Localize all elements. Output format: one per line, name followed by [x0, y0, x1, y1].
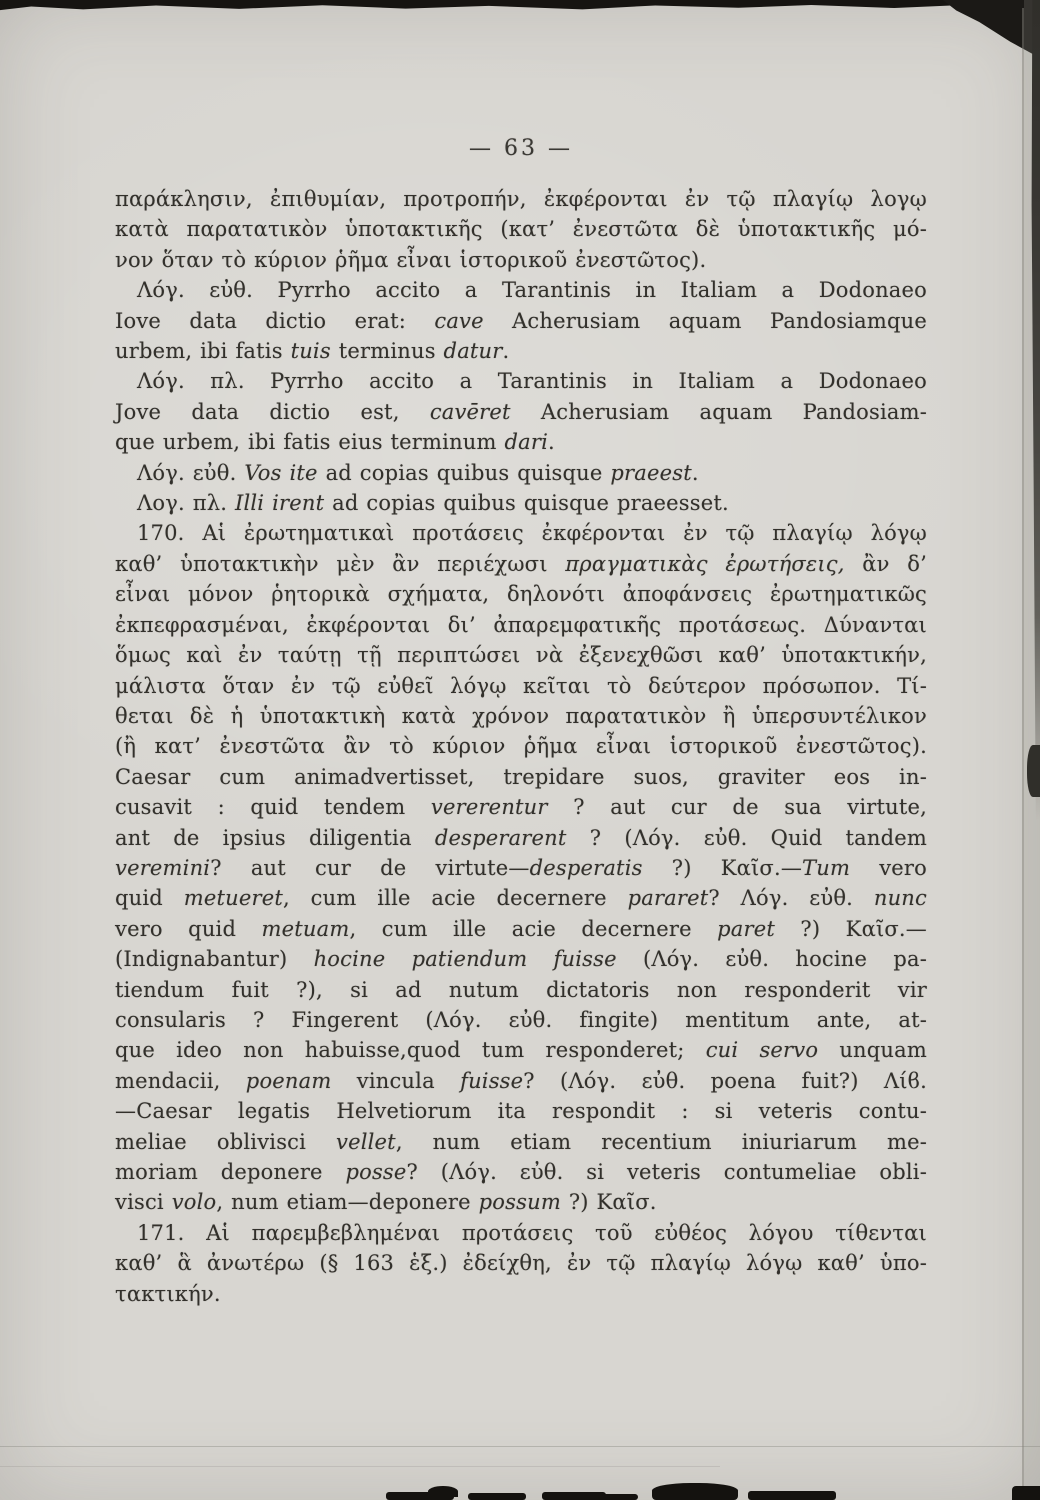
text-segment: (Λόγ. εὐθ. hocine pa-: [616, 947, 928, 972]
scan-artifact-bottom-edge: [428, 1486, 458, 1497]
text-segment: , cum ille acie decernere: [349, 916, 718, 941]
text-segment: —Caesar legatis Helvetiorum ita respondit : si veteris contu-: [115, 1099, 927, 1124]
paper-crease: [0, 1446, 1040, 1447]
text-line: [115, 458, 927, 488]
body-text: [115, 184, 927, 1309]
text-segment: Caesar cum animadvertisset, trepidare suos, graviter eos in-: [115, 764, 927, 789]
text-segment-italic: paret: [717, 916, 776, 941]
text-segment-italic: Illi irent: [234, 491, 325, 516]
text-line: [115, 184, 927, 214]
text-segment: Λογ. πλ.: [137, 491, 235, 516]
text-segment: Iove data dictio erat:: [115, 308, 435, 333]
text-segment: καθ’ ὑποτακτικὴν μὲν ἂν περιέχωσι: [115, 551, 566, 576]
text-line: [115, 1248, 927, 1278]
text-segment: 170. Αἱ ἐρωτηματικαὶ προτάσεις ἐκφέρονται ἐν τῷ πλαγίῳ λόγῳ: [137, 521, 927, 546]
text-line: [115, 488, 927, 518]
text-segment: ?) Καῖσ.—: [642, 855, 803, 880]
text-line: [115, 853, 927, 883]
text-segment: moriam deponere: [115, 1160, 346, 1184]
text-line: [115, 671, 927, 701]
text-line: [115, 549, 927, 579]
text-segment: ?) Καῖσ.—: [775, 916, 928, 941]
text-segment: Acherusiam aquam Pandosiamque: [483, 308, 927, 333]
text-segment: ἂν δ’: [844, 551, 927, 576]
text-segment: Acherusiam aquam Pandosiam-: [510, 399, 927, 424]
text-segment-italic: Tum: [802, 855, 851, 880]
text-segment: que ideo non habuisse,quod tum responderet;: [115, 1038, 706, 1063]
text-line: [115, 1157, 927, 1187]
text-segment: tiendum fuit ?), si ad nutum dictatoris non responderit vir: [115, 977, 927, 1002]
text-segment: mendacii,: [115, 1068, 246, 1093]
page-number: — 63 —: [469, 136, 573, 161]
text-line: [115, 245, 927, 275]
text-segment-italic: pararet: [627, 886, 709, 911]
text-line: [115, 610, 927, 640]
text-segment: terminus: [330, 339, 444, 364]
text-segment: Λόγ. πλ. Pyrrho accito a Tarantinis in Italiam a Dodonaeo: [137, 369, 927, 394]
text-segment-italic: πραγματικὰς ἐρωτήσεις,: [565, 551, 845, 576]
text-segment: ad copias quibus quisque: [317, 460, 611, 485]
text-segment-italic: vererentur: [430, 795, 548, 820]
text-segment: ? aut cur de virtute—: [210, 855, 530, 880]
text-segment: .: [691, 460, 699, 485]
text-segment: ? aut cur de sua virtute,: [547, 795, 927, 820]
text-segment: vero quid: [115, 916, 262, 941]
text-segment: , cum ille acie decernere: [282, 886, 628, 911]
text-segment: unquam: [818, 1038, 927, 1063]
text-segment: εἶναι μόνον ῥητορικὰ σχήματα, δηλονότι ἀποφάνσεις ἐρωτηματικῶς: [115, 582, 927, 607]
text-line: [115, 731, 927, 761]
text-segment-italic: cavēret: [429, 399, 511, 424]
text-segment: , num etiam recentium iniuriarum me-: [395, 1129, 927, 1154]
text-segment: vero: [850, 855, 928, 880]
text-segment: ?) Καῖσ.: [560, 1190, 657, 1215]
text-line: [115, 214, 927, 244]
text-segment: ? Λόγ. εὐθ.: [708, 886, 874, 911]
text-line: [115, 792, 927, 822]
text-segment: παράκλησιν, ἐπιθυμίαν, προτροπήν, ἐκφέρονται ἐν τῷ πλαγίῳ λογῳ: [115, 187, 927, 211]
scan-artifact-bottom-edge: [748, 1491, 836, 1500]
text-segment: ad copias quibus quisque praeesset.: [324, 491, 729, 516]
text-segment-italic: posse: [345, 1160, 407, 1184]
text-segment: .: [502, 339, 510, 364]
text-segment: κατὰ παρατατικὸν ὑποτακτικῆς (κατ’ ἐνεστῶτα δὲ ὑποτακτικῆς μό-: [115, 217, 927, 242]
text-segment: (Indignabantur): [115, 947, 314, 972]
text-segment: ὅμως καὶ ἐν ταύτῃ τῇ περιπτώσει νὰ ἐξενεχθῶσι καθ’ ὑποτακτικήν,: [115, 643, 927, 668]
text-segment: Λόγ. εὐθ. Pyrrho accito a Tarantinis in Italiam a Dodonaeo: [137, 278, 927, 303]
text-segment: ? (Λόγ. εὐθ. poena fuit?) Λίϐ.: [523, 1068, 927, 1093]
text-line: [115, 1218, 927, 1248]
text-segment-italic: metueret: [183, 886, 283, 911]
text-segment-italic: hocine patiendum fuisse: [313, 947, 617, 972]
text-segment: μάλιστα ὅταν ἐν τῷ εὐθεῖ λόγῳ κεῖται τὸ δεύτερον πρόσωπον. Τί-: [115, 673, 927, 698]
text-segment: consularis ? Fingerent (Λόγ. εὐθ. fingite) mentitum ante, at-: [115, 1007, 927, 1032]
scan-artifact-top-right-corner: [905, 0, 1040, 58]
text-segment: ? (Λόγ. εὐθ. Quid tandem: [566, 825, 927, 850]
paper-crease: [0, 1466, 720, 1467]
text-segment: quid: [115, 886, 184, 911]
text-segment: , num etiam—deponere: [216, 1190, 479, 1215]
text-segment: Λόγ. εὐθ.: [137, 460, 245, 485]
text-line: [115, 518, 927, 548]
text-line: [115, 762, 927, 792]
text-segment-italic: Vos ite: [244, 460, 318, 485]
text-line: [115, 883, 927, 913]
text-line: [115, 1096, 927, 1126]
text-segment: ἐκπεφρασμέναι, ἐκφέρονται δι’ ἀπαρεμφατικῆς προτάσεως. Δύνανται: [115, 612, 927, 637]
text-segment: que urbem, ibi fatis eius terminum: [115, 430, 505, 455]
text-segment: urbem, ibi fatis: [115, 339, 291, 364]
text-segment-italic: tuis: [290, 339, 331, 364]
text-line: [115, 640, 927, 670]
text-line: [115, 579, 927, 609]
text-segment: θεται δὲ ἡ ὑποτακτικὴ κατὰ χρόνον παρατατικὸν ἢ ὑπερσυντέλικον: [115, 703, 927, 728]
text-line: [115, 336, 927, 366]
text-segment-italic: metuam: [261, 916, 350, 941]
text-segment-italic: nunc: [873, 886, 927, 911]
text-segment-italic: praeest: [610, 460, 692, 485]
text-segment: visci: [115, 1190, 172, 1215]
text-line: [115, 823, 927, 853]
scan-artifact-bottom-edge: [598, 1494, 638, 1500]
text-line: [115, 397, 927, 427]
text-segment: cusavit : quid tendem: [115, 795, 431, 820]
text-line: [115, 701, 927, 731]
text-line: [115, 427, 927, 457]
text-line: [115, 944, 927, 974]
text-line: [115, 1279, 927, 1309]
text-segment: ant de ipsius diligentia: [115, 825, 435, 850]
scan-artifact-bottom-edge: [652, 1483, 738, 1500]
text-segment: νον ὅταν τὸ κύριον ῥῆμα εἶναι ἱστορικοῦ ἐνεστῶτος).: [115, 247, 707, 272]
text-segment-italic: vellet: [336, 1129, 396, 1154]
text-segment-italic: veremini: [115, 855, 211, 880]
text-segment-italic: datur: [443, 339, 503, 364]
text-segment-italic: possum: [478, 1190, 561, 1215]
text-line: [115, 366, 927, 396]
text-segment-italic: desperarent: [434, 825, 567, 850]
text-segment: καθ’ ἃ ἀνωτέρω (§ 163 ἑξ.) ἐδείχθη, ἐν τῷ πλαγίῳ λόγῳ καθ’ ὑπο-: [115, 1251, 927, 1276]
text-line: [115, 914, 927, 944]
text-segment: .: [548, 430, 555, 455]
text-segment-italic: poenam: [245, 1068, 332, 1093]
text-segment: Jove data dictio est,: [115, 399, 430, 424]
text-line: [115, 275, 927, 305]
text-segment-italic: volo: [171, 1190, 217, 1215]
scan-artifact-bottom-edge: [542, 1492, 606, 1500]
text-segment-italic: dari: [504, 430, 549, 455]
text-line: [115, 306, 927, 336]
text-line: [115, 975, 927, 1005]
text-segment: τακτικήν.: [115, 1281, 221, 1306]
text-segment: 171. Αἱ παρεμβεβλημέναι προτάσεις τοῦ εὐθέος λόγου τίθενται: [137, 1220, 927, 1245]
text-segment: vincula: [331, 1068, 461, 1093]
text-segment-italic: desperatis: [529, 855, 643, 880]
text-segment: ? (Λόγ. εὐθ. si veteris contumeliae obli-: [406, 1160, 927, 1184]
text-segment-italic: cave: [434, 308, 484, 333]
text-line: [115, 1005, 927, 1035]
text-segment-italic: cui servo: [705, 1038, 819, 1063]
text-line: [115, 1035, 927, 1065]
text-segment: (ἢ κατ’ ἐνεστῶτα ἂν τὸ κύριον ῥῆμα εἶναι ἱστορικοῦ ἐνεστῶτος).: [115, 734, 927, 759]
scan-artifact-bottom-edge: [468, 1493, 526, 1500]
page-edge-shade: [1024, 0, 1040, 1500]
text-segment-italic: fuisse: [460, 1068, 524, 1093]
scan-artifact-top-edge: [0, 0, 1040, 13]
text-segment: meliae oblivisci: [115, 1129, 337, 1154]
text-line: [115, 1127, 927, 1157]
text-line: [115, 1066, 927, 1096]
scan-artifact-bottom-corner: [1012, 1486, 1040, 1500]
text-line: [115, 1187, 927, 1217]
